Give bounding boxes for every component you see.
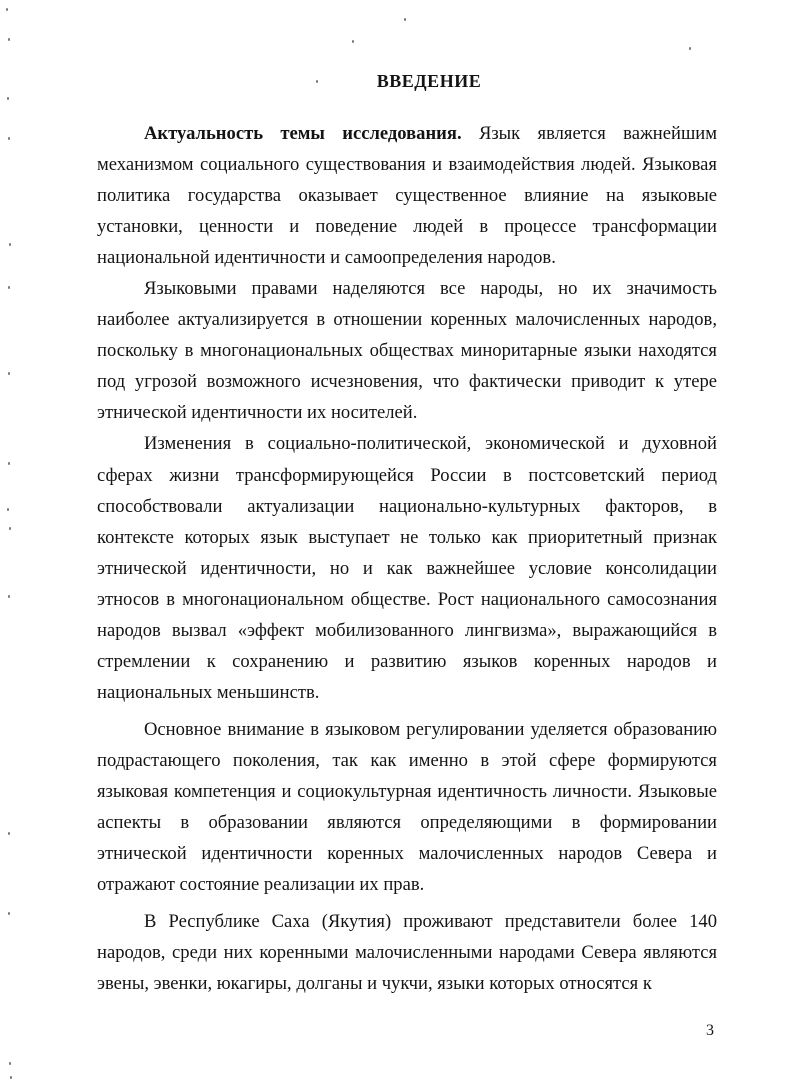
scan-speck: [352, 40, 354, 43]
scan-speck: [7, 508, 9, 511]
page-number: 3: [706, 1022, 714, 1039]
scan-speck: [404, 18, 406, 21]
scan-speck: [8, 137, 10, 140]
scan-speck: [7, 97, 9, 100]
scan-speck: [8, 286, 10, 289]
scan-speck: [9, 243, 11, 246]
paragraph-lead-heading: Актуальность темы исследования.: [144, 123, 462, 144]
scan-speck: [6, 8, 8, 11]
scan-speck: [9, 1062, 11, 1065]
scan-speck: [8, 832, 10, 835]
scan-speck: [9, 527, 11, 530]
scan-speck: [8, 912, 10, 915]
scan-speck: [10, 1076, 12, 1079]
paragraph-post-soviet-changes: Изменения в социально-политической, экономической и духовной сферах жизни трансформирующейся России в постсоветский период способствовали актуализации национально-культурных факторов, в контексте которых язык выступает не только как приоритетный признак этнической идентичности, но и как важнейшее условие консолидации этносов в многонациональном обществе. Рост национального самосознания народов вызвал «эффект мобилизованного лингвизма», выражающийся в стремлении к сохранению и развитию языков коренных народов и национальных меньшинств.: [97, 433, 717, 703]
paragraph-education: Основное внимание в языковом регулировании уделяется образованию подрастающего поколения, так как именно в этой сфере формируются языковая компетенция и социокультурная идентичность личности. Языковые аспекты в образовании являются определяющими в формировании этнической идентичности коренных малочисленных народов Севера и отражают состояние реализации их прав.: [97, 718, 717, 896]
scan-speck: [689, 47, 691, 50]
paragraph-text: Язык является важнейшим механизмом социального существования и взаимодействия людей. Языковая политика государства оказывает существенное влияние на языковые установки, ценности и поведение людей в процессе трансформации национальной идентичности и самоопределения народов.: [97, 123, 717, 269]
scan-speck: [8, 462, 10, 465]
paragraph-language-rights: Языковыми правами наделяются все народы, но их значимость наиболее актуализируется в отношении коренных малочисленных народов, поскольку в многонациональных обществах миноритарные языки находятся под угрозой возможного исчезновения, что фактически приводит к утере этнической идентичности их носителей.: [97, 278, 717, 424]
scan-speck: [316, 80, 318, 83]
page-title: ВВЕДЕНИЕ: [376, 71, 482, 91]
scan-speck: [8, 595, 10, 598]
body-text: [97, 118, 717, 999]
scan-speck: [8, 372, 10, 375]
paragraph-sakha-republic: В Республике Саха (Якутия) проживают представители более 140 народов, среди них коренными малочисленными народами Севера являются эвены, эвенки, юкагиры, долганы и чукчи, языки которых относятся к: [97, 911, 717, 995]
paragraph-relevance: [97, 118, 717, 273]
scan-speck: [8, 38, 10, 41]
